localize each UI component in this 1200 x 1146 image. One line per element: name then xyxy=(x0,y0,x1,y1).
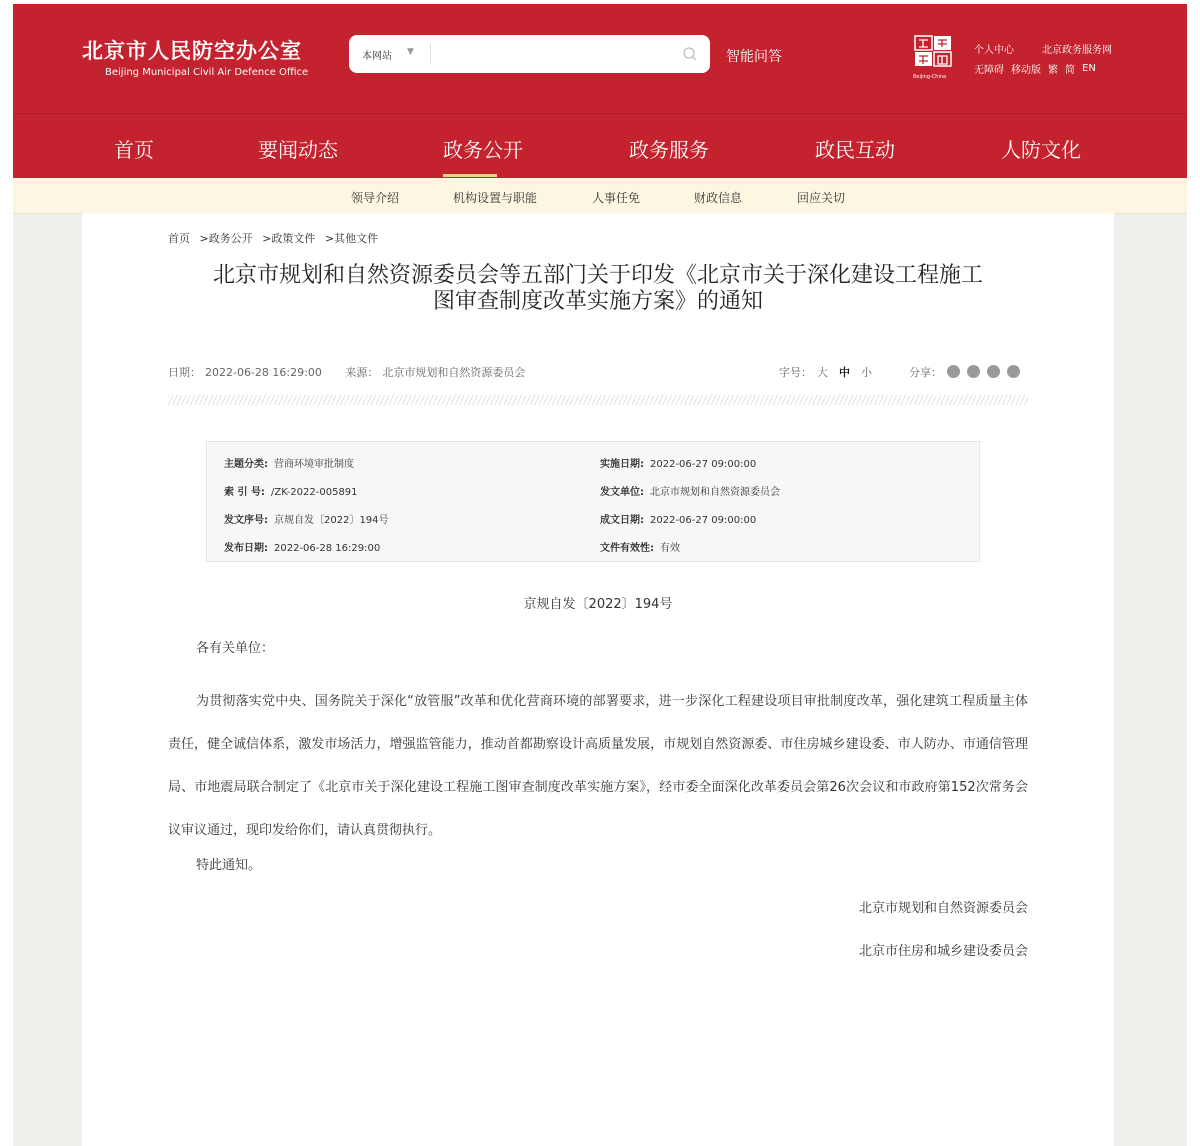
publish-date: 2022-06-28 16:29:00 xyxy=(205,366,322,379)
main-nav xyxy=(13,113,1187,179)
body-paragraph: 为贯彻落实党中央、国务院关于深化“放管服”改革和优化营商环境的部署要求，进一步深化工程建设项目审批制度改革，强化建筑工程质量主体责任，健全诚信体系，激发市场活力，增强监管能力，推动首都勘察设计高质量发展，市规划自然资源委、市住房城乡建设委、市人防办、市通信管理局、市地震局联合制定了《北京市关于深化建设工程施工图审查制度改革实施方案》，经市委全面深化改革委员会第26次会议和市政府第152次常务会议审议通过，现印发给你们，请认真贯彻执行。 xyxy=(168,694,1028,838)
info-validity: 文件有效性: 有效 xyxy=(600,543,680,554)
font-size-large[interactable]: 大 xyxy=(817,366,828,379)
personal-center-link[interactable]: 个人中心 xyxy=(974,44,1014,56)
traditional-chinese-link[interactable]: 繁 xyxy=(1048,64,1058,76)
simplified-chinese-link[interactable]: 简 xyxy=(1065,64,1075,76)
nav-gov-services[interactable]: 政务服务 xyxy=(629,138,709,162)
subnav-response[interactable]: 回应关切 xyxy=(797,191,846,205)
font-size-medium[interactable]: 中 xyxy=(839,366,850,379)
nav-culture[interactable]: 人防文化 xyxy=(1001,138,1081,162)
ai-qa-link[interactable]: 智能问答 xyxy=(726,49,782,65)
salutation: 各有关单位： xyxy=(196,641,275,656)
search-divider xyxy=(430,44,431,64)
article-container xyxy=(82,213,1114,1146)
signature-housing-commission: 北京市住房和城乡建设委员会 xyxy=(858,944,1028,959)
signature-planning-commission: 北京市规划和自然资源委员会 xyxy=(858,901,1028,916)
subnav-personnel[interactable]: 人事任免 xyxy=(592,191,641,205)
breadcrumb-other-docs[interactable]: >其他文件 xyxy=(324,232,379,245)
search-icon[interactable] xyxy=(682,46,698,62)
source-name: 北京市规划和自然资源委员会 xyxy=(382,366,526,379)
breadcrumb-policy-docs[interactable]: >政策文件 xyxy=(262,232,316,245)
search-bar xyxy=(349,35,710,73)
date-label: 日期： xyxy=(168,366,201,379)
info-topic: 主题分类: 营商环境审批制度 xyxy=(224,459,354,470)
sub-nav xyxy=(13,178,1187,214)
breadcrumb-gov-affairs[interactable]: >政务公开 xyxy=(199,232,253,245)
search-scope-select[interactable]: 本网站 xyxy=(362,51,392,62)
font-size-small[interactable]: 小 xyxy=(861,366,872,379)
info-created-date: 成文日期: 2022-06-27 09:00:00 xyxy=(600,515,757,526)
nav-gov-affairs[interactable]: 政务公开 xyxy=(443,138,523,162)
document-number: 京规自发〔2022〕194号 xyxy=(523,597,673,612)
accessibility-link[interactable]: 无障碍 xyxy=(974,64,1004,76)
chevron-down-icon[interactable]: ▼ xyxy=(407,47,414,57)
page-frame xyxy=(13,4,1187,1146)
site-header xyxy=(13,4,1187,113)
closing-line: 特此通知。 xyxy=(196,858,262,873)
weibo-share-icon[interactable] xyxy=(967,365,980,378)
info-publish-date: 发布日期: 2022-06-28 16:29:00 xyxy=(224,543,381,554)
favorite-share-icon[interactable] xyxy=(1007,365,1020,378)
info-issuer: 发文单位: 北京市规划和自然资源委员会 xyxy=(600,487,780,498)
article-title xyxy=(168,263,1028,315)
article-title-line2: 图审查制度改革实施方案》的通知 xyxy=(432,289,763,314)
search-input[interactable] xyxy=(437,42,675,68)
nav-active-indicator xyxy=(443,174,497,177)
nav-interaction[interactable]: 政民互动 xyxy=(815,138,895,162)
subnav-finance[interactable]: 财政信息 xyxy=(694,191,743,205)
wechat-share-icon[interactable] xyxy=(947,365,960,378)
subnav-leaders[interactable]: 领导介绍 xyxy=(351,191,400,205)
info-index: 索 引 号: /ZK-2022-005891 xyxy=(224,487,358,498)
breadcrumb xyxy=(168,230,384,246)
mobile-link[interactable]: 移动版 xyxy=(1011,64,1041,76)
info-effective-date: 实施日期: 2022-06-27 09:00:00 xyxy=(600,459,757,470)
nav-news[interactable]: 要闻动态 xyxy=(258,138,338,162)
nav-home[interactable]: 首页 xyxy=(114,138,154,162)
breadcrumb-home[interactable]: 首页 xyxy=(168,232,190,245)
info-doc-serial: 发文序号: 京规自发〔2022〕194号 xyxy=(224,515,389,526)
font-size-label: 字号： xyxy=(779,366,812,379)
english-link[interactable]: EN xyxy=(1082,62,1096,74)
site-logo-subtitle: Beijing Municipal Civil Air Defence Office xyxy=(105,67,309,78)
top-links xyxy=(974,38,1119,78)
article-title-line1: 北京市规划和自然资源委员会等五部门关于印发《北京市关于深化建设工程施工 xyxy=(212,263,983,288)
divider-hatch xyxy=(168,395,1028,405)
qzone-share-icon[interactable] xyxy=(987,365,1000,378)
beijing-service-link[interactable]: 北京政务服务网 xyxy=(1042,44,1112,56)
share-label: 分享： xyxy=(909,366,942,379)
document-info-table xyxy=(206,441,980,562)
article-meta xyxy=(168,364,1028,384)
site-logo-title[interactable]: 北京市人民防空办公室 xyxy=(82,39,302,63)
capital-logo-text: Beijing-China xyxy=(913,74,947,80)
source-label: 来源： xyxy=(345,366,379,379)
subnav-organization[interactable]: 机构设置与职能 xyxy=(453,191,538,205)
capital-beijing-logo[interactable] xyxy=(913,34,961,84)
